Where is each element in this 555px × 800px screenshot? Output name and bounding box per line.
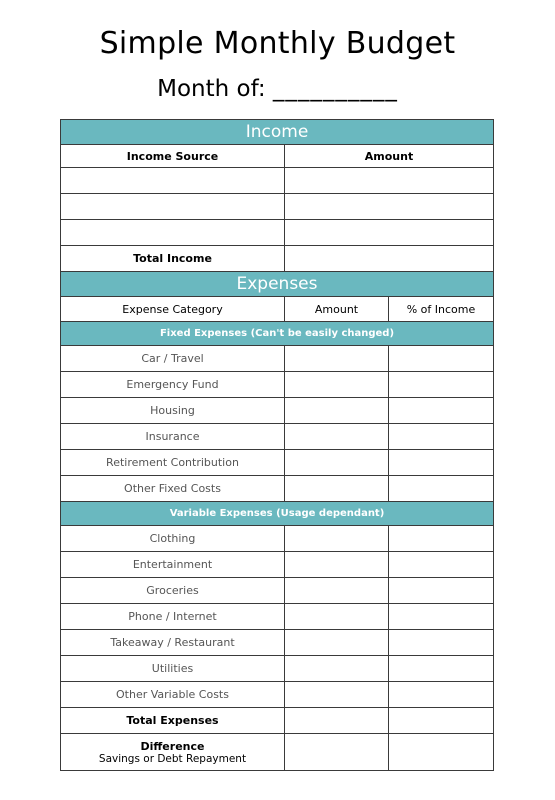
income-source-header: Income Source xyxy=(61,145,285,168)
expense-row xyxy=(61,656,494,682)
expense-percent-cell[interactable] xyxy=(389,682,494,708)
expense-amount-cell[interactable] xyxy=(285,578,389,604)
expense-row xyxy=(61,578,494,604)
expense-amount-cell[interactable] xyxy=(285,476,389,502)
month-line xyxy=(0,76,555,102)
expense-row xyxy=(61,372,494,398)
fixed-expenses-band xyxy=(61,322,494,346)
month-label: Month of: xyxy=(157,76,266,102)
expense-percent-cell[interactable] xyxy=(389,552,494,578)
expense-row xyxy=(61,604,494,630)
expense-percent-cell[interactable] xyxy=(389,424,494,450)
expense-amount-cell[interactable] xyxy=(285,450,389,476)
difference-row xyxy=(61,734,494,771)
expense-row xyxy=(61,346,494,372)
expense-amount-cell[interactable] xyxy=(285,424,389,450)
income-amount-cell[interactable] xyxy=(285,220,494,246)
income-source-cell[interactable] xyxy=(61,194,285,220)
expense-row xyxy=(61,630,494,656)
income-row xyxy=(61,194,494,220)
total-expenses-amount-cell[interactable] xyxy=(285,708,389,734)
expense-amount-cell[interactable] xyxy=(285,682,389,708)
expense-category-label: Other Fixed Costs xyxy=(61,476,285,502)
income-row xyxy=(61,168,494,194)
expense-row xyxy=(61,682,494,708)
total-income-amount-cell[interactable] xyxy=(285,246,494,272)
difference-sublabel: Savings or Debt Repayment xyxy=(98,752,247,765)
expense-percent-cell[interactable] xyxy=(389,398,494,424)
expense-percent-header: % of Income xyxy=(389,297,494,322)
income-heading: Income xyxy=(61,120,494,145)
total-income-row xyxy=(61,246,494,272)
variable-expenses-band xyxy=(61,502,494,526)
expense-amount-header: Amount xyxy=(285,297,389,322)
expenses-band xyxy=(61,272,494,297)
expense-category-label: Groceries xyxy=(61,578,285,604)
expense-category-header: Expense Category xyxy=(61,297,285,322)
month-blank[interactable]: __________ xyxy=(272,76,398,102)
fixed-expenses-heading: Fixed Expenses (Can't be easily changed) xyxy=(61,322,494,346)
total-income-label: Total Income xyxy=(61,246,285,272)
expense-percent-cell[interactable] xyxy=(389,450,494,476)
expense-amount-cell[interactable] xyxy=(285,552,389,578)
expense-category-label: Insurance xyxy=(61,424,285,450)
expense-row xyxy=(61,398,494,424)
expense-amount-cell[interactable] xyxy=(285,346,389,372)
income-row xyxy=(61,220,494,246)
difference-percent-cell[interactable] xyxy=(389,734,494,771)
expense-percent-cell[interactable] xyxy=(389,656,494,682)
expense-percent-cell[interactable] xyxy=(389,346,494,372)
expense-category-label: Other Variable Costs xyxy=(61,682,285,708)
income-header-row xyxy=(61,145,494,168)
difference-amount-cell[interactable] xyxy=(285,734,389,771)
expense-category-label: Clothing xyxy=(61,526,285,552)
expense-percent-cell[interactable] xyxy=(389,372,494,398)
variable-expenses-heading: Variable Expenses (Usage dependant) xyxy=(61,502,494,526)
expense-row xyxy=(61,450,494,476)
expense-percent-cell[interactable] xyxy=(389,630,494,656)
expense-category-label: Housing xyxy=(61,398,285,424)
expense-row xyxy=(61,424,494,450)
income-source-cell[interactable] xyxy=(61,220,285,246)
expense-category-label: Phone / Internet xyxy=(61,604,285,630)
expense-amount-cell[interactable] xyxy=(285,398,389,424)
expense-percent-cell[interactable] xyxy=(389,578,494,604)
income-amount-cell[interactable] xyxy=(285,194,494,220)
total-expenses-label: Total Expenses xyxy=(61,708,285,734)
budget-table xyxy=(60,119,494,771)
expense-amount-cell[interactable] xyxy=(285,526,389,552)
expense-category-label: Entertainment xyxy=(61,552,285,578)
page-title: Simple Monthly Budget xyxy=(99,26,456,61)
expense-percent-cell[interactable] xyxy=(389,476,494,502)
total-expenses-percent-cell[interactable] xyxy=(389,708,494,734)
expenses-header-row xyxy=(61,297,494,322)
total-expenses-row xyxy=(61,708,494,734)
expense-amount-cell[interactable] xyxy=(285,372,389,398)
expense-row xyxy=(61,476,494,502)
expense-row xyxy=(61,552,494,578)
expense-row xyxy=(61,526,494,552)
income-band xyxy=(61,120,494,145)
expenses-heading: Expenses xyxy=(61,272,494,297)
expense-category-label: Takeaway / Restaurant xyxy=(61,630,285,656)
expense-category-label: Retirement Contribution xyxy=(61,450,285,476)
difference-label-cell xyxy=(61,734,285,771)
expense-amount-cell[interactable] xyxy=(285,656,389,682)
expense-category-label: Utilities xyxy=(61,656,285,682)
expense-percent-cell[interactable] xyxy=(389,604,494,630)
expense-amount-cell[interactable] xyxy=(285,604,389,630)
income-source-cell[interactable] xyxy=(61,168,285,194)
expense-amount-cell[interactable] xyxy=(285,630,389,656)
income-amount-cell[interactable] xyxy=(285,168,494,194)
income-amount-header: Amount xyxy=(285,145,494,168)
expense-category-label: Emergency Fund xyxy=(61,372,285,398)
expense-category-label: Car / Travel xyxy=(61,346,285,372)
difference-label: Difference xyxy=(140,739,205,753)
expense-percent-cell[interactable] xyxy=(389,526,494,552)
